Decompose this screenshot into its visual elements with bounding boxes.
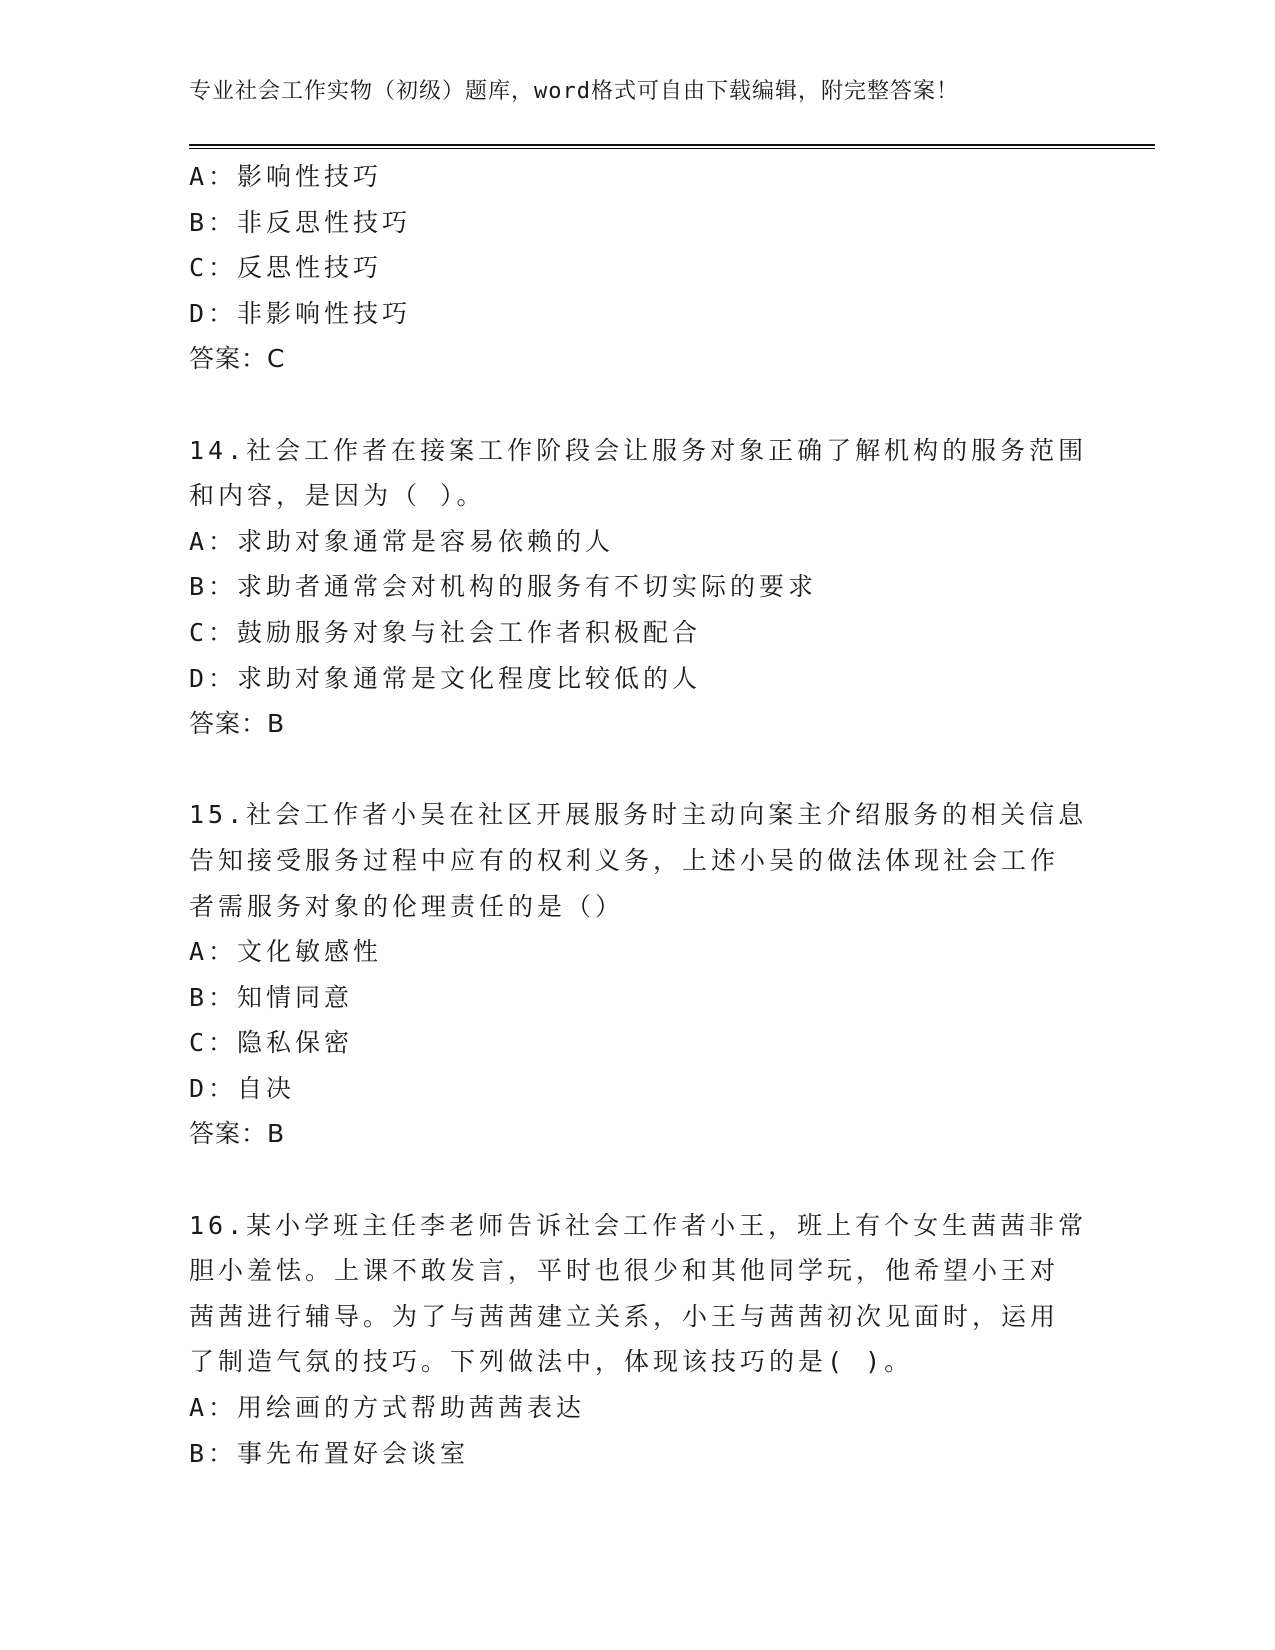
option-a: A：影响性技巧: [189, 162, 383, 191]
question-stem-line: 16.某小学班主任李老师告诉社会工作者小王，班上有个女生茜茜非常: [189, 1210, 1088, 1240]
question-stem-line: 茜茜进行辅导。为了与茜茜建立关系，小王与茜茜初次见面时，运用: [189, 1301, 1060, 1331]
question-content: [189, 154, 1089, 1476]
spacer: [189, 382, 1089, 428]
question-stem-line: 者需服务对象的伦理责任的是（）: [189, 891, 625, 921]
spacer: [189, 1157, 1089, 1203]
option-d: D：自决: [189, 1073, 296, 1103]
question-14: [189, 428, 1089, 747]
question-stem-line: 胆小羞怯。上课不敢发言，平时也很少和其他同学玩，他希望小王对: [189, 1256, 1060, 1286]
question-13: [189, 154, 1089, 382]
question-stem-line: 15.社会工作者小吴在社区开展服务时主动向案主介绍服务的相关信息: [189, 800, 1088, 830]
option-b: B：事先布置好会谈室: [189, 1438, 470, 1468]
header-divider: [189, 144, 1155, 149]
option-c: C：鼓励服务对象与社会工作者积极配合: [189, 617, 702, 647]
option-b: B：求助者通常会对机构的服务有不切实际的要求: [189, 572, 818, 602]
question-15: [189, 792, 1089, 1157]
question-stem-line: 告知接受服务过程中应有的权利义务，上述小吴的做法体现社会工作: [189, 845, 1060, 875]
option-b: B：知情同意: [189, 982, 354, 1012]
answer-line: 答案：B: [189, 1119, 286, 1149]
option-d: D：非影响性技巧: [189, 298, 412, 328]
option-c: C：反思性技巧: [189, 253, 383, 283]
answer-line: 答案：C: [189, 344, 286, 374]
option-c: C：隐私保密: [189, 1028, 354, 1058]
option-d: D：求助对象通常是文化程度比较低的人: [189, 663, 702, 693]
spacer: [189, 747, 1089, 793]
option-a: A：用绘画的方式帮助茜茜表达: [189, 1393, 586, 1423]
question-stem-line: 14.社会工作者在接案工作阶段会让服务对象正确了解机构的服务范围: [189, 435, 1088, 465]
option-a: A：求助对象通常是容易依赖的人: [189, 526, 615, 556]
page-header: 专业社会工作实物（初级）题库，word格式可自由下载编辑，附完整答案！: [189, 79, 959, 104]
answer-line: 答案：B: [189, 709, 286, 739]
question-stem-line: 和内容，是因为（ ）。: [189, 481, 486, 511]
question-16: [189, 1203, 1089, 1477]
option-b: B：非反思性技巧: [189, 207, 412, 237]
option-a: A：文化敏感性: [189, 937, 383, 967]
question-stem-line: 了制造气氛的技巧。下列做法中，体现该技巧的是( )。: [189, 1347, 914, 1377]
